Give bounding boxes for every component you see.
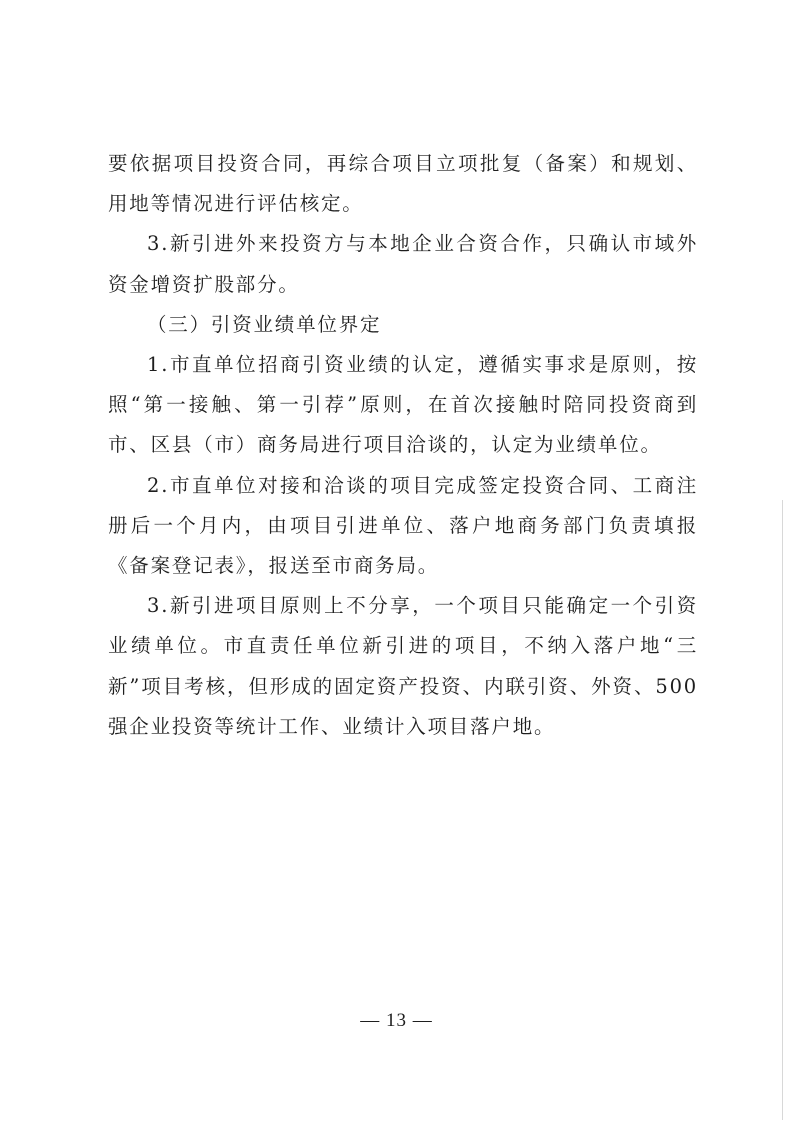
section-heading: （三）引资业绩单位界定 (147, 312, 382, 336)
paragraph-item-1-recognition: 1.市直单位招商引资业绩的认定，遵循实事求是原则，按照“第一接触、第一引荐”原则，在首次接触时陪同投资商到市、区县（市）商务局进行项目洽谈的，认定为业绩单位。 (108, 353, 698, 457)
page-number: — 13 — (360, 1010, 433, 1031)
scan-edge-line (782, 500, 783, 1120)
paragraph-item-3-capital: 3.新引进外来投资方与本地企业合资合作，只确认市域外资金增资扩股部分。 (108, 232, 698, 296)
paragraph-continuation: 要依据项目投资合同，再综合项目立项批复（备案）和规划、用地等情况进行评估核定。 (108, 152, 698, 216)
paragraph-item-3-sharing: 3.新引进项目原则上不分享，一个项目只能确定一个引资业绩单位。市直责任单位新引进的项目，不纳入落户地“三新”项目考核，但形成的固定资产投资、内联引资、外资、500强企业投资等统计工作、业绩计入项目落户地。 (108, 594, 698, 738)
paragraph-item-2-registration: 2.市直单位对接和洽谈的项目完成签定投资合同、工商注册后一个月内，由项目引进单位、落户地商务部门负责填报《备案登记表》，报送至市商务局。 (108, 473, 698, 578)
body-text (108, 144, 698, 747)
